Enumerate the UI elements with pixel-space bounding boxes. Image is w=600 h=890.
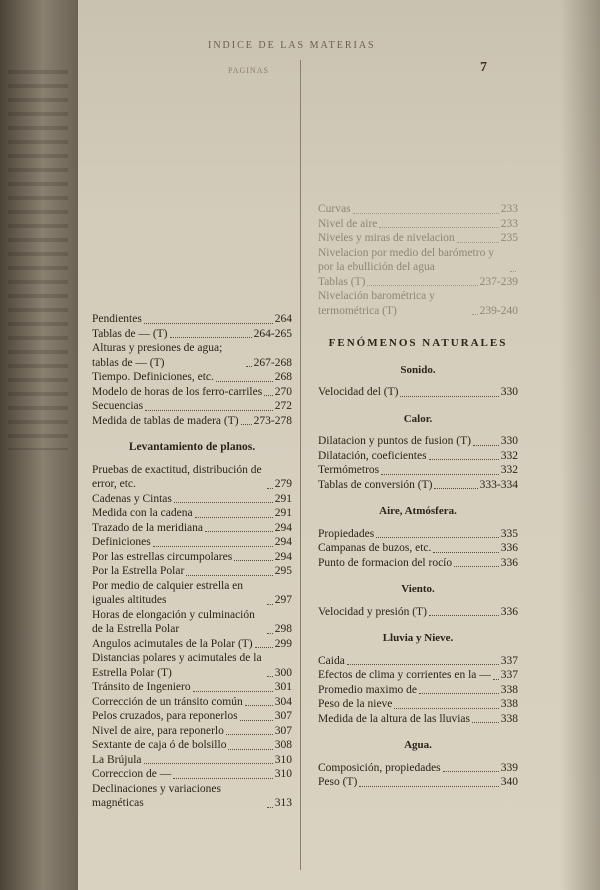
page-ref: 310 [274, 768, 292, 780]
index-entry [92, 385, 292, 400]
entry-text: Pelos cruzados, para reponerlos [92, 710, 238, 722]
entry-text: Correccion de — [92, 768, 172, 780]
entry-text: Nivel de aire, para reponerlo [92, 724, 224, 737]
entry-text: Velocidad del (T) [318, 386, 399, 398]
left-top-entries [92, 312, 292, 428]
page-ref: 330 [500, 435, 518, 447]
main-heading: FENÓMENOS NATURALES [328, 337, 508, 349]
index-entry [318, 478, 518, 493]
page-ref: 291 [274, 507, 292, 519]
entry-text: Sextante de caja ó de bolsillo [92, 739, 227, 751]
page-ref: 239-240 [479, 304, 518, 317]
entry-text: Declinaciones y variaciones magnéticas [92, 782, 221, 809]
entry-text: Tránsito de Ingeniero [92, 681, 191, 693]
page-ref: 233 [500, 203, 518, 215]
section-heading: Calor. [403, 412, 433, 425]
index-entry [92, 414, 292, 429]
dot-leader [379, 227, 498, 228]
index-entry [92, 651, 292, 680]
dot-leader [228, 749, 272, 750]
entry-text: Tablas de — (T) [92, 327, 168, 340]
page-ref: 332 [500, 449, 518, 462]
entry-text: Medida con la cadena [92, 507, 193, 519]
page-ref: 332 [500, 464, 518, 476]
section-heading: Viento. [401, 583, 435, 595]
entry-text: Punto de formacion del rocío [318, 556, 453, 569]
index-entry [318, 541, 518, 556]
page-ref: 273-278 [253, 414, 292, 427]
page-ref: 301 [274, 681, 292, 693]
index-entry [318, 697, 518, 712]
facing-page-edge [0, 0, 78, 890]
entry-text: Pruebas de exactitud, distribución de error, etc. [92, 463, 262, 490]
index-entry [92, 312, 292, 327]
index-entry [318, 231, 518, 246]
entry-text: Medida de la altura de las lluvias [318, 712, 471, 725]
right-column [318, 72, 518, 790]
dot-leader [216, 381, 273, 382]
index-entry [92, 695, 292, 710]
entry-text: Definiciones [92, 536, 151, 548]
section-heading: Sonido. [400, 363, 436, 376]
dot-leader [267, 604, 273, 605]
page-ref: 264-265 [253, 327, 292, 340]
index-entry [92, 767, 292, 782]
entry-text: La Brújula [92, 753, 142, 766]
index-entry [318, 605, 518, 620]
entry-text: Tiempo. Definiciones, etc. [92, 371, 214, 383]
page-ref: 268 [274, 371, 292, 383]
page-ref: 339 [500, 761, 518, 774]
page-ref: 335 [500, 527, 518, 540]
index-entry [318, 385, 518, 400]
entry-text: Peso de la nieve [318, 698, 393, 710]
dot-leader [246, 366, 252, 367]
index-entry [92, 521, 292, 536]
page-ref: 337 [500, 669, 518, 681]
entry-text: Tablas (T) [318, 275, 366, 288]
page-ref: 304 [274, 695, 292, 708]
page-ref: 330 [500, 386, 518, 398]
entry-text: Alturas y presiones de agua; tablas de — (T) [92, 342, 223, 369]
dot-leader [174, 502, 273, 503]
faded-entries [92, 68, 292, 312]
dot-leader [394, 708, 498, 709]
faded-entries [318, 72, 518, 202]
entry-text: Angulos acimutales de la Polar (T) [92, 637, 253, 650]
index-entry [92, 463, 292, 492]
dot-leader [264, 395, 273, 396]
entry-text: Pendientes [92, 313, 142, 325]
entry-text: Cadenas y Cintas [92, 492, 172, 505]
page-ref: 310 [274, 753, 292, 766]
page-ref: 336 [500, 605, 518, 618]
entry-text: Caida [318, 654, 345, 667]
dot-leader [170, 337, 252, 338]
entry-text: Por las estrellas circumpolares [92, 550, 233, 563]
entry-text: Niveles y miras de nivelacion [318, 232, 455, 244]
page-ref: 270 [274, 385, 292, 398]
entry-text: Curvas [318, 203, 351, 215]
entry-text: Por medio de calquier estrella en iguales altitudes [92, 579, 244, 606]
index-entry [318, 202, 518, 217]
entry-text: Campanas de buzos, etc. [318, 542, 432, 554]
index-entry [92, 399, 292, 414]
page-ref: 294 [274, 536, 292, 548]
dot-leader [510, 271, 516, 272]
dot-leader [240, 720, 273, 721]
section-heading-levantamiento: Levantamiento de planos. [128, 441, 256, 453]
index-entry [92, 492, 292, 507]
dot-leader [473, 445, 499, 446]
index-entry [92, 564, 292, 579]
index-entry [92, 680, 292, 695]
entry-text: Promedio maximo de [318, 683, 418, 696]
entry-text: Distancias polares y acimutales de la Estrella Polar (T) [92, 652, 262, 679]
index-entry [318, 275, 518, 290]
page-ref: 291 [274, 492, 292, 505]
index-entry [92, 724, 292, 739]
right-top-entries [318, 202, 518, 318]
dot-leader [347, 664, 499, 665]
dot-leader [454, 566, 499, 567]
page-ref: 307 [274, 710, 292, 722]
facing-page-text [8, 70, 68, 450]
index-entry [318, 246, 518, 275]
index-entry [318, 434, 518, 449]
dot-leader [255, 647, 273, 648]
entry-text: Trazado de la meridiana [92, 521, 204, 534]
page-ref: 299 [274, 637, 292, 650]
dot-leader [193, 691, 273, 692]
dot-leader [359, 786, 498, 787]
dot-leader [205, 531, 273, 532]
entry-text: Dilatacion y puntos de fusion (T) [318, 435, 471, 447]
dot-leader [144, 323, 273, 324]
dot-leader [493, 679, 499, 680]
dot-leader [153, 546, 273, 547]
index-entry [318, 683, 518, 698]
page-ref: 298 [274, 623, 292, 635]
entry-text: Nivel de aire [318, 217, 378, 230]
page-ref: 336 [500, 556, 518, 569]
page-ref: 300 [274, 666, 292, 679]
page-ref: 264 [274, 313, 292, 325]
page-ref: 294 [274, 521, 292, 534]
left-main-entries [92, 463, 292, 811]
page-ref: 295 [274, 565, 292, 577]
entry-text: Peso (T) [318, 776, 358, 788]
page-ref: 237-239 [479, 275, 518, 288]
entry-text: Nivelacion por medio del barómetro y por la ebullición del agua [318, 246, 494, 273]
dot-leader [419, 693, 499, 694]
dot-leader [267, 488, 273, 489]
right-sections [318, 363, 518, 790]
index-entry [92, 753, 292, 768]
entry-text: Efectos de clima y corrientes en la — [318, 669, 491, 681]
entry-text: Dilatación, coeficientes [318, 449, 427, 462]
page-ref: 267-268 [253, 356, 292, 369]
page-ref: 307 [274, 724, 292, 737]
column-label: PAGINAS [228, 66, 269, 75]
dot-leader [457, 242, 499, 243]
index-entry [92, 608, 292, 637]
dot-leader [381, 474, 499, 475]
index-entry [318, 761, 518, 776]
index-entry [318, 217, 518, 232]
entry-text: Secuencias [92, 400, 144, 412]
dot-leader [376, 537, 499, 538]
index-entry [318, 463, 518, 478]
index-entry [318, 775, 518, 790]
dot-leader [245, 705, 273, 706]
index-entry [318, 449, 518, 464]
dot-leader [267, 633, 273, 634]
index-entry [92, 579, 292, 608]
index-page [78, 0, 600, 890]
dot-leader [186, 575, 272, 576]
index-entry [318, 668, 518, 683]
index-entry [92, 709, 292, 724]
page-ref: 338 [500, 698, 518, 710]
entry-text: Modelo de horas de los ferro-carriles [92, 385, 263, 398]
index-entry [92, 782, 292, 811]
index-entry [318, 654, 518, 669]
dot-leader [429, 459, 499, 460]
dot-leader [434, 488, 477, 489]
entry-text: Medida de tablas de madera (T) [92, 414, 239, 427]
page-ref: 337 [500, 654, 518, 667]
index-entry [92, 370, 292, 385]
page-ref: 336 [500, 542, 518, 554]
entry-text: Corrección de un tránsito común [92, 695, 243, 708]
index-entry [92, 341, 292, 370]
dot-leader [367, 285, 477, 286]
left-column [92, 68, 292, 811]
section-heading: Aire, Atmósfera. [379, 505, 457, 517]
index-entry [92, 535, 292, 550]
entry-text: Termómetros [318, 464, 380, 476]
page-ref: 333-334 [479, 478, 518, 491]
running-header: INDICE DE LAS MATERIAS [208, 40, 376, 51]
index-entry [92, 637, 292, 652]
page-ref: 313 [274, 797, 292, 809]
page-ref: 233 [500, 217, 518, 230]
entry-text: Composición, propiedades [318, 761, 441, 774]
page-ref: 297 [274, 594, 292, 606]
index-entry [92, 738, 292, 753]
entry-text: Nivelación barométrica y termométrica (T) [318, 290, 435, 317]
section-heading: Agua. [404, 739, 432, 751]
dot-leader [472, 722, 499, 723]
index-entry [92, 550, 292, 565]
index-entry [92, 506, 292, 521]
index-entry [318, 289, 518, 318]
column-divider [300, 60, 301, 870]
dot-leader [145, 410, 273, 411]
entry-text: Por la Estrella Polar [92, 565, 185, 577]
dot-leader [429, 615, 499, 616]
dot-leader [267, 807, 273, 808]
index-entry [92, 327, 292, 342]
page-ref: 279 [274, 478, 292, 490]
dot-leader [173, 778, 273, 779]
page-ref: 340 [500, 776, 518, 788]
dot-leader [472, 314, 478, 315]
page-ref: 308 [274, 739, 292, 751]
dot-leader [267, 676, 273, 677]
page-ref: 338 [500, 683, 518, 696]
dot-leader [195, 517, 273, 518]
entry-text: Horas de elongación y culminación de la Estrella Polar [92, 608, 255, 635]
dot-leader [241, 424, 252, 425]
dot-leader [443, 771, 499, 772]
dot-leader [234, 560, 273, 561]
entry-text: Tablas de conversión (T) [318, 478, 433, 491]
page-number: 7 [480, 60, 487, 75]
dot-leader [353, 213, 499, 214]
section-heading: Lluvia y Nieve. [382, 632, 454, 644]
index-entry [318, 712, 518, 727]
page-ref: 272 [274, 400, 292, 412]
entry-text: Propiedades [318, 527, 375, 540]
entry-text: Velocidad y presión (T) [318, 605, 427, 618]
dot-leader [433, 552, 498, 553]
index-entry [318, 527, 518, 542]
dot-leader [400, 396, 498, 397]
page-ref: 338 [500, 712, 518, 725]
page-ref: 235 [500, 232, 518, 244]
index-entry [318, 556, 518, 571]
dot-leader [144, 763, 273, 764]
page-ref: 294 [274, 550, 292, 563]
dot-leader [226, 734, 273, 735]
